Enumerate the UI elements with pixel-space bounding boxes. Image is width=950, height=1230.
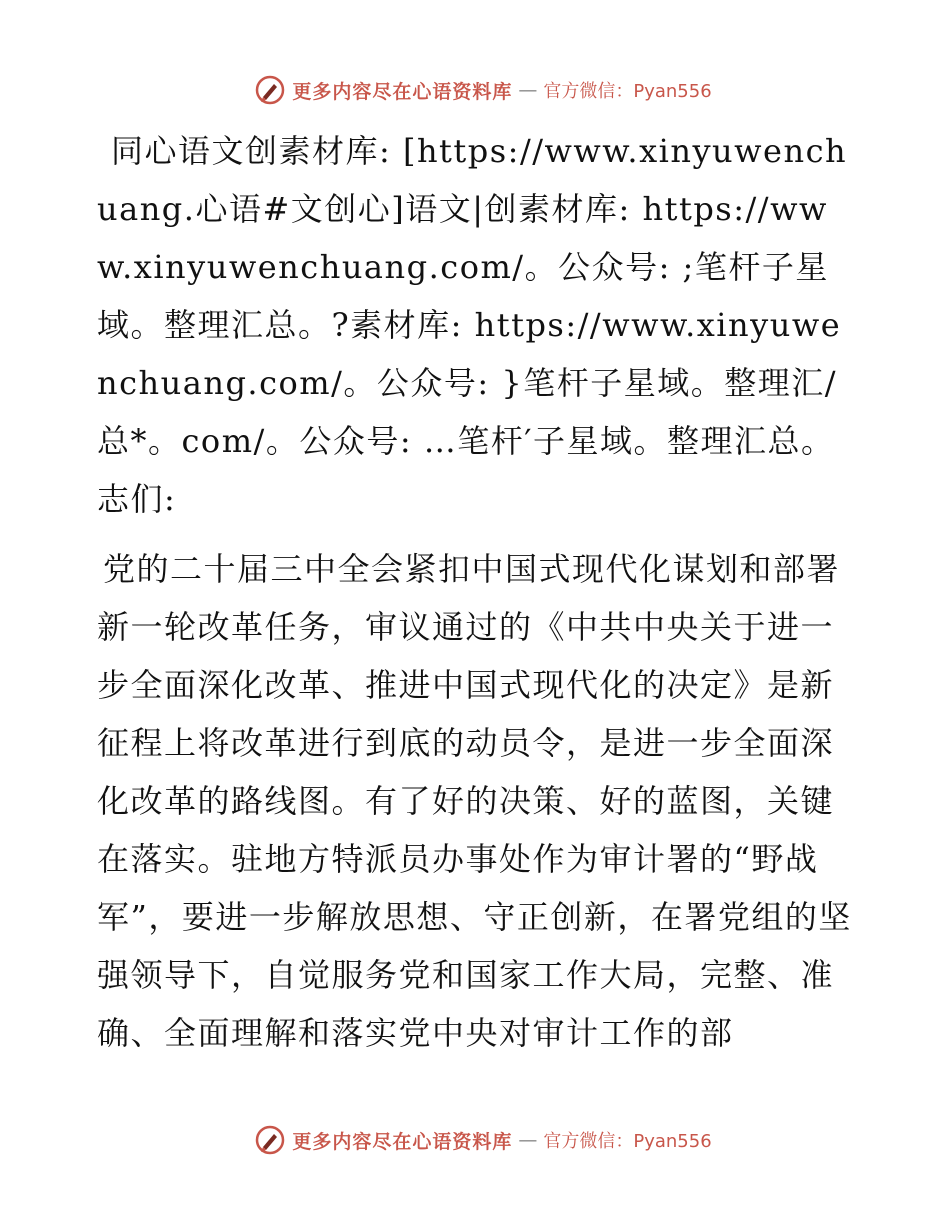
watermark-banner-bottom: [0, 1120, 950, 1160]
document-body: [97, 122, 852, 1062]
watermark-contact: 官方微信：Pyan556: [543, 81, 712, 102]
watermark-title: 更多内容尽在心语资料库: [292, 80, 513, 103]
watermark-separator: —: [518, 1129, 538, 1151]
watermark-content: [254, 1124, 711, 1156]
pen-logo-icon: [254, 74, 286, 106]
pen-logo-icon: [254, 1124, 286, 1156]
paragraph-body-text: 党的二十届三中全会紧扣中国式现代化谋划和部署新一轮改革任务，审议通过的《中共中央关于进一步全面深化改革、推进中国式现代化的决定》是新征程上将改革进行到底的动员令，是进一步全面深化改革的路线图。有了好的决策、好的蓝图，关键在落实。驻地方特派员办事处作为审计署的“野战军”，要进一步解放思想、守正创新，在署党组的坚强领导下，自觉服务党和国家工作大局，完整、准确、全面理解和落实党中央对审计工作的部: [97, 550, 852, 1052]
watermark-title: 更多内容尽在心语资料库: [292, 1130, 513, 1153]
watermark-banner-top: [0, 70, 950, 110]
watermark-separator: —: [518, 79, 538, 101]
watermark-content: [254, 74, 711, 106]
watermark-contact: 官方微信：Pyan556: [543, 1131, 712, 1152]
paragraph-header-text: 同心语文创素材库: [https://www.xinyuwenchuang.心语#文创心]语文|创素材库: https://www.xinyuwenchuang.com/。公众号: ;笔杆子星域。整理汇总。?素材库: https://www.xinyuwenchuang.com/。公众号: }笔杆子星域。整理汇/总*。com/。公众号: …笔杆′子星域。整理汇总。志们:: [97, 132, 848, 518]
